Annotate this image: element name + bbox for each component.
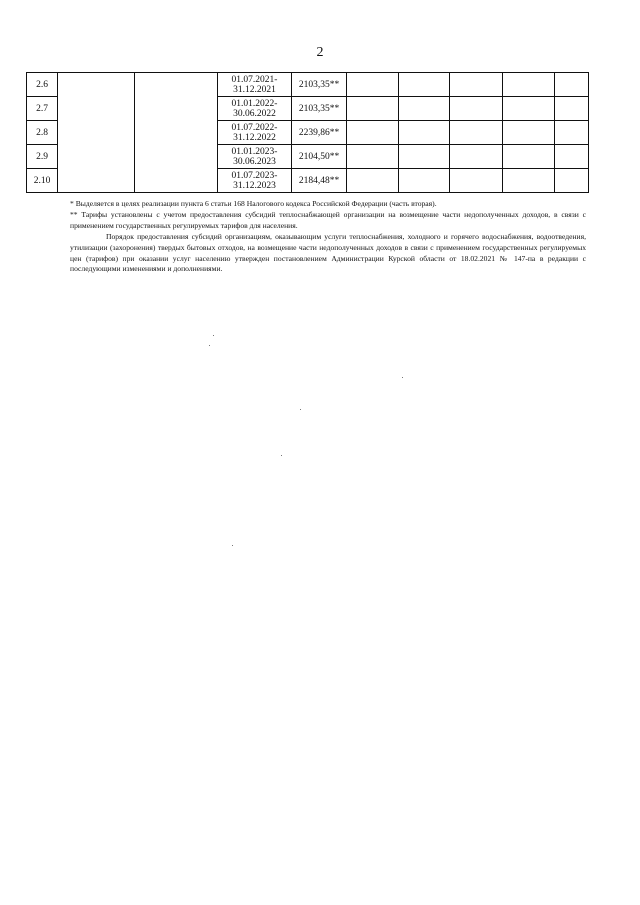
empty-cell: [555, 73, 589, 97]
empty-cell: [399, 97, 450, 121]
empty-cell: [347, 73, 399, 97]
empty-cell: [555, 169, 589, 193]
empty-cell: [555, 121, 589, 145]
period-end: 30.06.2022: [233, 108, 276, 119]
period-cell: [218, 97, 292, 121]
empty-cell: [399, 73, 450, 97]
empty-cell: [450, 145, 503, 169]
empty-cell: [450, 121, 503, 145]
scan-speck: [232, 545, 233, 546]
empty-cell: [555, 97, 589, 121]
empty-cell: [450, 97, 503, 121]
period-cell: [218, 121, 292, 145]
tariff-value: 2239,86**: [292, 121, 347, 145]
period-start: 01.07.2021-: [231, 74, 278, 85]
period-start: 01.07.2023-: [231, 170, 278, 181]
empty-cell: [347, 97, 399, 121]
empty-cell: [450, 169, 503, 193]
tariff-value: 2104,50**: [292, 145, 347, 169]
period-start: 01.01.2022-: [231, 98, 278, 109]
table-row: [27, 73, 589, 97]
period-start: 01.01.2023-: [231, 146, 278, 157]
page-number: 2: [316, 45, 324, 60]
subsidy-procedure-paragraph: Порядок предоставления субсидий организациям, оказывающим услуги теплоснабжения, холодного и горячего водоснабжения, водоотведения, утилизации (захоронения) твердых бытовых отходов, на возмещение части недополученных доходов в связи с применением государственных регулируемых цен (тарифов) при оказании услуг населению утвержден постановлением Администрации Курской области от 18.02.2021 № 147-па в редакции с последующими изменениями и дополнениями.: [70, 231, 586, 274]
empty-cell: [503, 97, 555, 121]
period-start: 01.07.2022-: [231, 122, 278, 133]
empty-cell: [503, 73, 555, 97]
empty-cell: [347, 121, 399, 145]
footnote-subsidy: ** Тарифы установлены с учетом предоставления субсидий теплоснабжающей организации на возмещение части недополученных доходов, в связи с применением государственных регулируемых тарифов для населения.: [70, 209, 586, 230]
scan-speck: [209, 345, 210, 346]
empty-cell: [503, 169, 555, 193]
empty-cell: [399, 121, 450, 145]
footnotes: [70, 199, 586, 275]
tariff-table: [26, 72, 589, 193]
empty-cell: [555, 145, 589, 169]
period-end: 31.12.2023: [233, 180, 276, 191]
period-cell: [218, 145, 292, 169]
footnote-vat: * Выделяется в целях реализации пункта 6 статьи 168 Налогового кодекса Российской Федерации (часть вторая).: [70, 199, 437, 208]
period-cell: [218, 169, 292, 193]
empty-cell: [399, 145, 450, 169]
row-index: 2.10: [27, 169, 58, 193]
tariff-value: 2103,35**: [292, 73, 347, 97]
merged-empty-cell: [58, 73, 135, 193]
empty-cell: [450, 73, 503, 97]
row-index: 2.6: [27, 73, 58, 97]
scan-speck: [281, 455, 282, 456]
row-index: 2.8: [27, 121, 58, 145]
scan-speck: [213, 335, 214, 336]
period-cell: [218, 73, 292, 97]
empty-cell: [503, 145, 555, 169]
period-end: 31.12.2021: [233, 84, 276, 95]
merged-empty-cell: [135, 73, 218, 193]
empty-cell: [347, 145, 399, 169]
scan-speck: [300, 409, 301, 410]
row-index: 2.7: [27, 97, 58, 121]
empty-cell: [503, 121, 555, 145]
empty-cell: [399, 169, 450, 193]
scan-speck: [402, 377, 403, 378]
period-end: 31.12.2022: [233, 132, 276, 143]
period-end: 30.06.2023: [233, 156, 276, 167]
row-index: 2.9: [27, 145, 58, 169]
tariff-value: 2103,35**: [292, 97, 347, 121]
tariff-value: 2184,48**: [292, 169, 347, 193]
empty-cell: [347, 169, 399, 193]
